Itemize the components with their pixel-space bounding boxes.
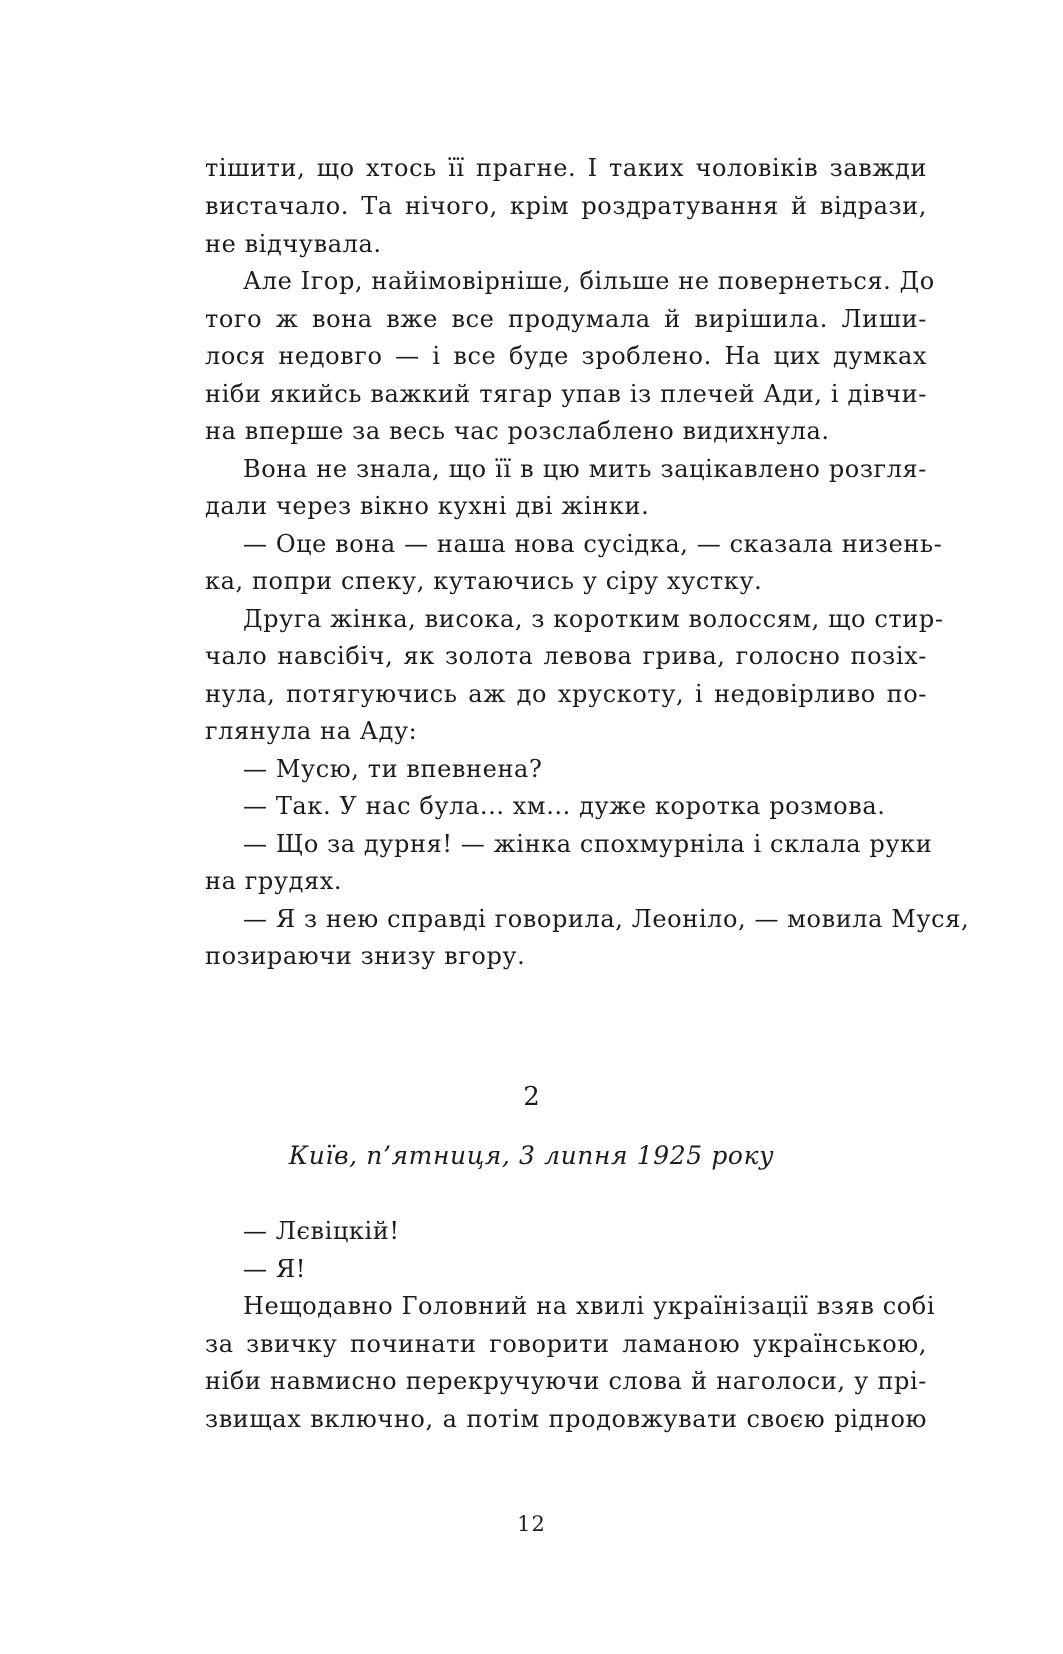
text-line: ніби навмисно перекручуючи слова й наголоси, у прі- — [205, 1367, 927, 1395]
text-line: на грудях. — [205, 867, 343, 895]
text-line: того ж вона вже все продумала й вирішила. Лиши- — [205, 305, 927, 333]
text-line: чало навсібіч, як золота левова грива, голосно позіх- — [205, 642, 927, 670]
text-line: — Так. У нас була... хм... дуже коротка розмова. — [243, 792, 886, 820]
text-line: — Мусю, ти впевнена? — [243, 755, 543, 783]
text-line: Вона не знала, що її в цю мить зацікавлено розгля- — [243, 455, 927, 483]
text-line: лося недовго — і все буде зроблено. На цих думках — [205, 342, 927, 370]
text-line: не відчувала. — [205, 230, 382, 258]
chapter-dateline: Київ, п’ятниця, 3 липня 1925 року — [288, 1141, 775, 1170]
text-line: ніби якийсь важкий тягар упав із плечей Ади, і дівчи- — [205, 380, 927, 408]
chapter-number: 2 — [523, 1082, 540, 1112]
page-number: 12 — [517, 1512, 546, 1536]
text-line: ка, попри спеку, кутаючись у сіру хустку. — [205, 567, 763, 595]
text-line: на вперше за весь час розслаблено видихнула. — [205, 417, 830, 445]
text-line: Друга жінка, висока, з коротким волоссям, що стир- — [243, 605, 944, 633]
text-line: тішити, що хтось її прагне. І таких чоловіків завжди — [205, 154, 927, 182]
text-line: позираючи знизу вгору. — [205, 942, 526, 970]
text-line: звищах включно, а потім продовжувати своєю рідною — [205, 1405, 927, 1433]
text-line: — Що за дурня! — жінка спохмурніла і склала руки — [243, 830, 933, 858]
text-line: дали через вікно кухні дві жінки. — [205, 492, 650, 520]
text-line: — Я! — [243, 1255, 307, 1283]
text-line: Нещодавно Головний на хвилі українізації взяв собі — [243, 1292, 936, 1320]
text-line: — Оце вона — наша нова сусідка, — сказала низень- — [243, 530, 943, 558]
text-line: глянула на Аду: — [205, 717, 418, 745]
text-line: Але Ігор, найімовірніше, більше не повернеться. До — [243, 267, 935, 295]
text-line: — Я з нею справді говорила, Леоніло, — мовила Муся, — [243, 905, 970, 933]
text-line: вистачало. Та нічого, крім роздратування й відрази, — [205, 192, 927, 220]
text-line: нула, потягуючись аж до хрускоту, і недовірливо по- — [205, 680, 927, 708]
text-line: — Лєвіцкій! — [243, 1217, 400, 1245]
text-line: за звичку починати говорити ламаною українською, — [205, 1330, 927, 1358]
